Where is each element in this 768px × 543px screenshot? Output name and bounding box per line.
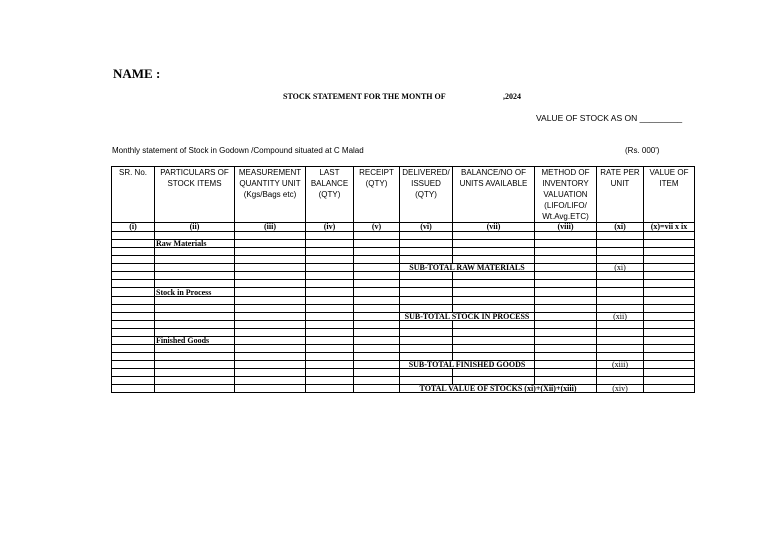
column-header: MEASUREMENT QUANTITY UNIT (Kgs/Bags etc) bbox=[235, 167, 306, 223]
table-row bbox=[112, 344, 695, 352]
subtotal-row-raw-materials bbox=[112, 264, 695, 272]
column-number-row bbox=[112, 223, 695, 232]
header-row bbox=[112, 167, 695, 223]
table-row bbox=[112, 280, 695, 288]
name-label: NAME : bbox=[113, 66, 161, 81]
column-number: (iv) bbox=[306, 223, 354, 232]
subtotal-label: SUB-TOTAL RAW MATERIALS bbox=[400, 264, 535, 272]
column-header: RECEIPT (QTY) bbox=[354, 167, 400, 223]
column-number: (i) bbox=[112, 223, 155, 232]
table-row bbox=[112, 320, 695, 328]
subtotal-code: (xi) bbox=[597, 264, 644, 272]
subtotal-row-stock-in-process bbox=[112, 312, 695, 320]
column-header: PARTICULARS OF STOCK ITEMS bbox=[155, 167, 235, 223]
statement-title: STOCK STATEMENT FOR THE MONTH OF bbox=[283, 92, 446, 101]
column-number: (ii) bbox=[155, 223, 235, 232]
section-label: Stock in Process bbox=[155, 288, 235, 296]
column-header: DELIVERED/ ISSUED (QTY) bbox=[400, 167, 453, 223]
statement-year: ,2024 bbox=[503, 92, 521, 101]
stock-statement-table bbox=[111, 166, 695, 393]
column-header: RATE PER UNIT bbox=[597, 167, 644, 223]
section-row-stock-in-process bbox=[112, 288, 695, 296]
table-row bbox=[112, 328, 695, 336]
section-label: Finished Goods bbox=[155, 336, 235, 344]
column-header: LAST BALANCE (QTY) bbox=[306, 167, 354, 223]
column-number: (viii) bbox=[535, 223, 597, 232]
currency-unit-label: (Rs. 000') bbox=[625, 146, 660, 155]
section-label: Raw Materials bbox=[155, 240, 235, 248]
column-number: (v) bbox=[354, 223, 400, 232]
subtotal-row-finished-goods bbox=[112, 360, 695, 368]
table-row bbox=[112, 248, 695, 256]
value-of-stock-as-on: VALUE OF STOCK AS ON _________ bbox=[536, 113, 683, 123]
column-header: SR. No. bbox=[112, 167, 155, 223]
total-label: TOTAL VALUE OF STOCKS (xi)+(Xii)+(xiii) bbox=[400, 384, 597, 392]
section-row-finished-goods bbox=[112, 336, 695, 344]
column-header: VALUE OF ITEM bbox=[644, 167, 695, 223]
table-row bbox=[112, 376, 695, 384]
table-row bbox=[112, 352, 695, 360]
total-code: (xiv) bbox=[597, 384, 644, 392]
column-number: (vi) bbox=[400, 223, 453, 232]
subtotal-label: SUB-TOTAL STOCK IN PROCESS bbox=[400, 312, 535, 320]
table-row bbox=[112, 304, 695, 312]
table-row bbox=[112, 368, 695, 376]
total-row bbox=[112, 384, 695, 392]
subtotal-label: SUB-TOTAL FINISHED GOODS bbox=[400, 360, 535, 368]
table-row bbox=[112, 256, 695, 264]
column-header: METHOD OF INVENTORY VALUATION (LIFO/LIFO/ Wt.Avg.ETC) bbox=[535, 167, 597, 223]
table-row bbox=[112, 272, 695, 280]
section-row-raw-materials bbox=[112, 240, 695, 248]
monthly-statement-line: Monthly statement of Stock in Godown /Compound situated at C Malad bbox=[112, 146, 364, 155]
subtotal-code: (xiii) bbox=[597, 360, 644, 368]
subtotal-code: (xii) bbox=[597, 312, 644, 320]
column-number: (iii) bbox=[235, 223, 306, 232]
table-row bbox=[112, 296, 695, 304]
column-number: (xi) bbox=[597, 223, 644, 232]
column-number: (x)=vii x ix bbox=[644, 223, 695, 232]
column-header: BALANCE/NO OF UNITS AVAILABLE bbox=[453, 167, 535, 223]
column-number: (vii) bbox=[453, 223, 535, 232]
